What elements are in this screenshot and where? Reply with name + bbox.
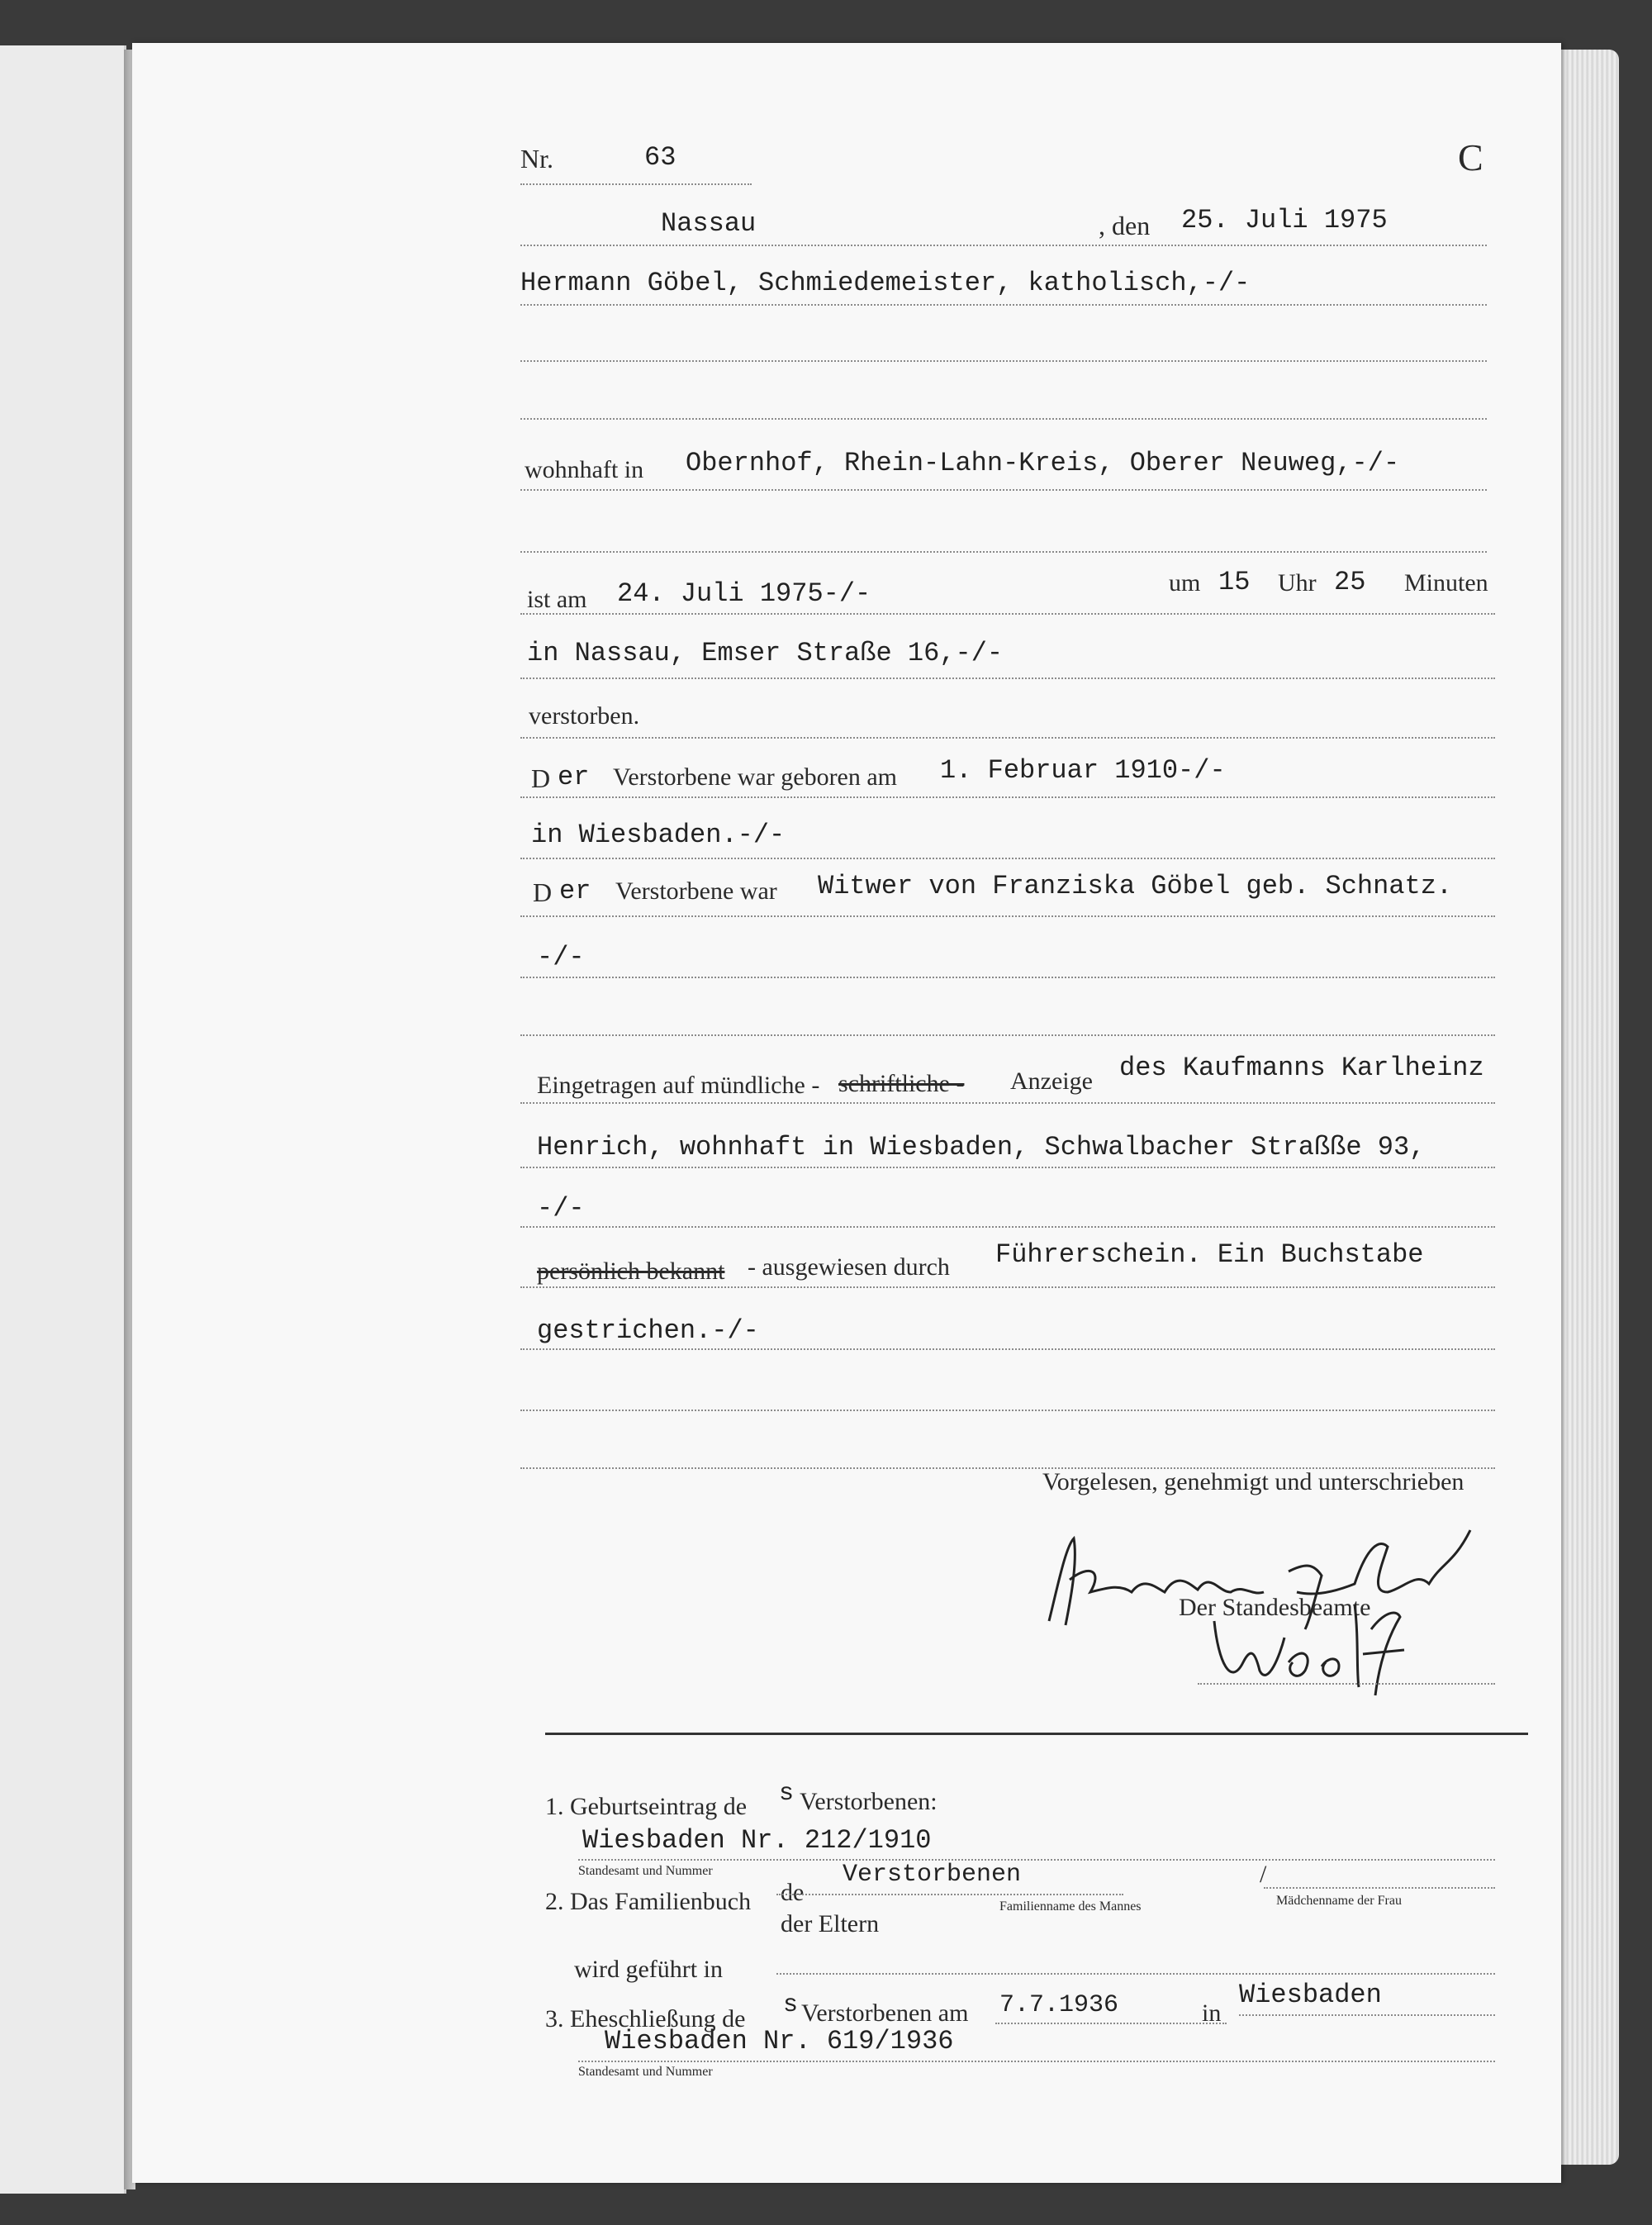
note2-label: 2. Das Familienbuch — [545, 1888, 752, 1915]
form-letter: C — [1458, 136, 1483, 178]
official-label: Der Standesbeamte — [1179, 1594, 1371, 1621]
note1-label-b: Verstorbenen: — [800, 1788, 938, 1815]
note2-small-b: Mädchenname der Frau — [1276, 1894, 1402, 1908]
report-value-3: -/- — [537, 1193, 585, 1224]
status-value: Witwer von Franziska Göbel geb. Schnatz. — [818, 871, 1453, 901]
report-label-end: Anzeige — [1010, 1067, 1093, 1095]
register-page — [132, 43, 1561, 2183]
note1-label-a: 1. Geburtseintrag de — [545, 1793, 748, 1820]
note1-s: s — [779, 1780, 795, 1808]
id-value-2: gestrichen.-/- — [537, 1315, 759, 1346]
report-label-struck: schriftliche - — [838, 1070, 965, 1097]
note3-label-a: 3. Eheschließung de — [545, 2005, 746, 2032]
verstorben-text: verstorben. — [529, 702, 640, 730]
note3-date: 7.7.1936 — [999, 1991, 1119, 2019]
id-value: Führerschein. Ein Buchstabe — [995, 1239, 1424, 1270]
note3-small: Standesamt und Nummer — [578, 2065, 713, 2079]
left-page — [0, 45, 126, 2194]
death-hour: 15 — [1218, 567, 1251, 597]
known-struck: persönlich bekannt — [537, 1258, 725, 1285]
report-value-2: Henrich, wohnhaft in Wiesbaden, Schwalbacher Straßße 93, — [537, 1132, 1426, 1162]
death-place: in Nassau, Emser Straße 16,-/- — [527, 638, 1004, 668]
date: 25. Juli 1975 — [1181, 205, 1388, 235]
note3-in: in — [1202, 1999, 1222, 2027]
known-end: - ausgewiesen durch — [748, 1253, 950, 1281]
note1-value: Wiesbaden Nr. 212/1910 — [582, 1825, 932, 1856]
birth-prefix-d: D — [531, 763, 551, 793]
person-line: Hermann Göbel, Schmiedemeister, katholisch,-/- — [520, 268, 1251, 298]
report-value-1: des Kaufmanns Karlheinz — [1119, 1053, 1484, 1083]
note3-value: Wiesbaden Nr. 619/1936 — [605, 2026, 954, 2056]
signature-official — [1206, 1588, 1421, 1704]
nr-label: Nr. — [520, 144, 553, 174]
residence-value: Obernhof, Rhein-Lahn-Kreis, Oberer Neuweg,-/- — [686, 448, 1400, 478]
note1-small: Standesamt und Nummer — [578, 1864, 713, 1878]
report-label-start: Eingetragen auf mündliche - — [537, 1072, 820, 1099]
birth-date: 1. Februar 1910-/- — [940, 755, 1226, 786]
nr-value: 63 — [644, 142, 676, 173]
uhr-label: Uhr — [1278, 569, 1317, 597]
status-cont: -/- — [537, 942, 585, 972]
status-label: Verstorbene war — [615, 877, 777, 905]
den-label: , den — [1099, 211, 1151, 240]
birth-place: in Wiesbaden.-/- — [531, 820, 786, 850]
closing-read: Vorgelesen, genehmigt und unterschrieben — [1042, 1468, 1464, 1495]
page-edges — [1553, 50, 1619, 2165]
note2-kept: wird geführt in — [574, 1956, 723, 1983]
status-prefix-d: D — [533, 877, 553, 907]
residence-label: wohnhaft in — [525, 456, 644, 483]
note3-s: s — [783, 1991, 799, 2019]
note2-slash: / — [1260, 1861, 1267, 1888]
birth-label: Verstorbene war geboren am — [613, 763, 898, 791]
minuten-label: Minuten — [1404, 569, 1488, 597]
note3-place: Wiesbaden — [1239, 1980, 1382, 2010]
note2-de: de — [781, 1879, 805, 1906]
note3-label-b: Verstorbenen am — [801, 1999, 969, 2027]
death-label: ist am — [527, 586, 587, 613]
um-label: um — [1169, 569, 1201, 597]
note2-small-a: Familienname des Mannes — [999, 1899, 1142, 1914]
status-prefix-er: er — [559, 876, 591, 906]
death-minute: 25 — [1334, 567, 1366, 597]
death-date: 24. Juli 1975-/- — [617, 578, 871, 609]
note2-value: Verstorbenen — [843, 1861, 1022, 1889]
place: Nassau — [661, 208, 757, 239]
birth-prefix-er: er — [558, 762, 590, 792]
note2-eltern: der Eltern — [781, 1910, 880, 1937]
